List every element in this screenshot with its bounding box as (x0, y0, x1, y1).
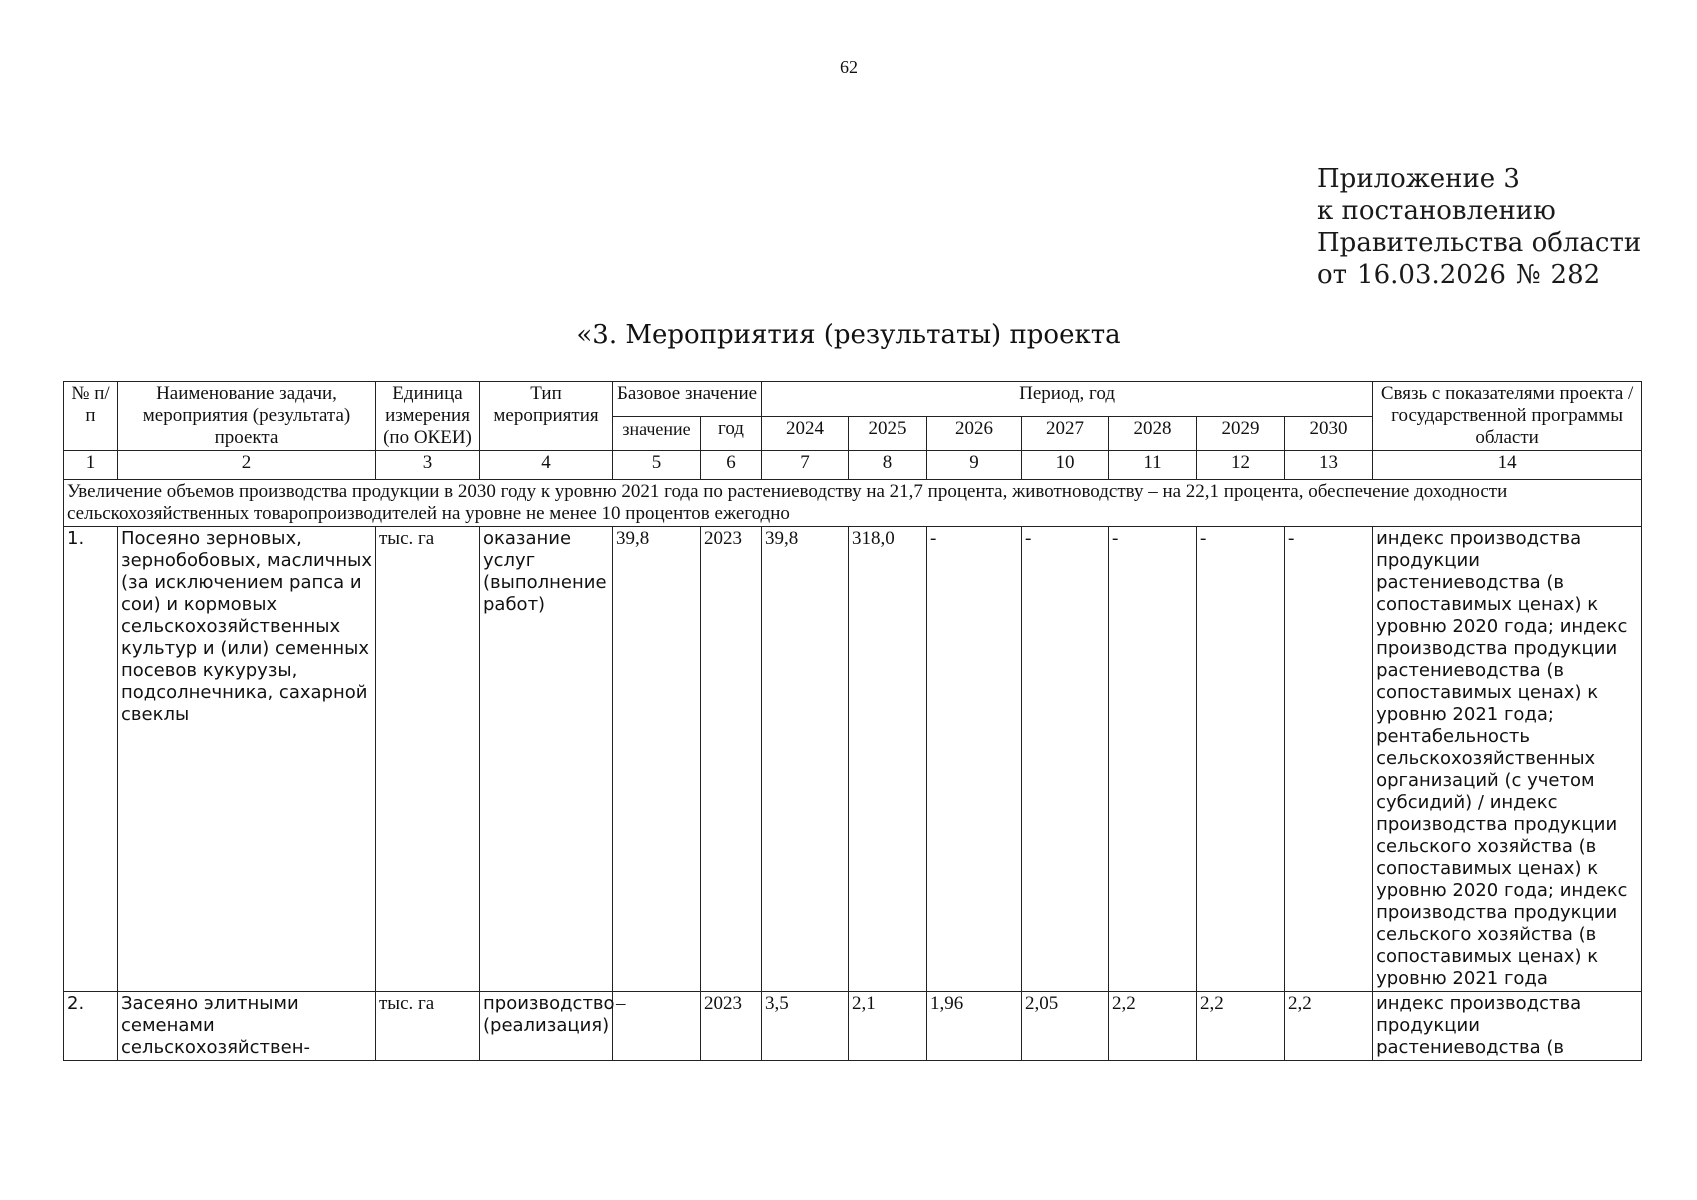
row-value-2028: 2,2 (1109, 992, 1197, 1061)
header-year-2029: 2029 (1197, 416, 1285, 451)
page-title-text: «3. Мероприятия (результаты) проекта (576, 320, 1121, 350)
header-unit: Единица измерения (по ОКЕИ) (376, 382, 480, 451)
appendix-date-line (1317, 259, 1641, 291)
column-number: 14 (1373, 451, 1642, 480)
row-value-2027: - (1022, 527, 1109, 992)
table-row (64, 527, 1642, 992)
row-type: производство (реализация) (480, 992, 613, 1061)
column-number: 1 (64, 451, 118, 480)
appendix-block (1317, 163, 1641, 291)
resolution-date: 16.03.2026 (1357, 260, 1506, 290)
header-year-2025: 2025 (849, 416, 927, 451)
column-number: 8 (849, 451, 927, 480)
column-number: 3 (376, 451, 480, 480)
row-unit: тыс. га (376, 992, 480, 1061)
header-link: Связь с показателями проекта / государственной программы области (1373, 382, 1642, 451)
row-value-2025: 318,0 (849, 527, 927, 992)
column-number: 11 (1109, 451, 1197, 480)
row-value-2026: 1,96 (927, 992, 1022, 1061)
row-value-2029: - (1197, 527, 1285, 992)
row-value-2029: 2,2 (1197, 992, 1285, 1061)
header-base-year: год (701, 416, 762, 451)
row-num: 1. (64, 527, 118, 992)
resolution-number: 282 (1550, 260, 1601, 290)
header-base-value: значение (613, 416, 701, 451)
row-type: оказание услуг (выполнение работ) (480, 527, 613, 992)
row-value-2030: - (1285, 527, 1373, 992)
column-number: 13 (1285, 451, 1373, 480)
row-value-2025: 2,1 (849, 992, 927, 1061)
goal-text: Увеличение объемов производства продукции в 2030 году к уровню 2021 года по растениеводству на 21,7 процента, животноводству – на 22,1 процента, обеспечение доходности сельскохозяйственных товаропроизводителей на уровне не менее 10 процентов ежегодно (64, 480, 1642, 527)
row-num: 2. (64, 992, 118, 1061)
row-name: Засеяно элитными семенами сельскохозяйствен- (118, 992, 376, 1061)
activities-table (63, 381, 1642, 1061)
appendix-line-2: к постановлению (1317, 196, 1556, 226)
header-name: Наименование задачи, мероприятия (результата) проекта (118, 382, 376, 451)
header-row-1 (64, 382, 1642, 417)
header-year-2027: 2027 (1022, 416, 1109, 451)
header-year-2026: 2026 (927, 416, 1022, 451)
row-base-value: 39,8 (613, 527, 701, 992)
row-base-year: 2023 (701, 992, 762, 1061)
column-number: 2 (118, 451, 376, 480)
header-base: Базовое значение (613, 382, 762, 417)
header-year-2030: 2030 (1285, 416, 1373, 451)
date-prefix: от (1317, 260, 1348, 290)
column-number: 10 (1022, 451, 1109, 480)
page-number: 62 (840, 57, 858, 77)
header-period: Период, год (762, 382, 1373, 417)
appendix-line-1: Приложение 3 (1317, 164, 1520, 194)
column-numbers-row (64, 451, 1642, 480)
goal-row (64, 480, 1642, 527)
row-value-2024: 39,8 (762, 527, 849, 992)
row-value-2026: - (927, 527, 1022, 992)
row-value-2028: - (1109, 527, 1197, 992)
row-link: индекс производства продукции растениеводства (в сопоставимых ценах) к уровню 2020 года; индекс производства продукции растениеводства (в сопоставимых ценах) к уровню 2021 года; рентабельность сельскохозяйственных организаций (с учетом субсидий) / индекс производства продукции сельского хозяйства (в сопоставимых ценах) к уровню 2020 года; индекс производства продукции сельского хозяйства (в сопоставимых ценах) к уровню 2021 года (1373, 527, 1642, 992)
header-type: Тип мероприятия (480, 382, 613, 451)
column-number: 5 (613, 451, 701, 480)
column-number: 6 (701, 451, 762, 480)
header-num: № п/п (64, 382, 118, 451)
row-link: индекс производства продукции растениеводства (в (1373, 992, 1642, 1061)
column-number: 12 (1197, 451, 1285, 480)
page-title (0, 320, 1697, 350)
header-year-2024: 2024 (762, 416, 849, 451)
table-row (64, 992, 1642, 1061)
column-number: 4 (480, 451, 613, 480)
row-value-2027: 2,05 (1022, 992, 1109, 1061)
column-number: 9 (927, 451, 1022, 480)
row-name: Посеяно зерновых, зернобобовых, масличных (за исключением рапса и сои) и кормовых сельскохозяйственных культур и (или) семенных посевов кукурузы, подсолнечника, сахарной свеклы (118, 527, 376, 992)
row-unit: тыс. га (376, 527, 480, 992)
header-year-2028: 2028 (1109, 416, 1197, 451)
row-value-2030: 2,2 (1285, 992, 1373, 1061)
column-number: 7 (762, 451, 849, 480)
row-value-2024: 3,5 (762, 992, 849, 1061)
appendix-line-3: Правительства области (1317, 228, 1642, 258)
number-sign: № (1515, 260, 1541, 290)
row-base-year: 2023 (701, 527, 762, 992)
row-base-value: – (613, 992, 701, 1061)
